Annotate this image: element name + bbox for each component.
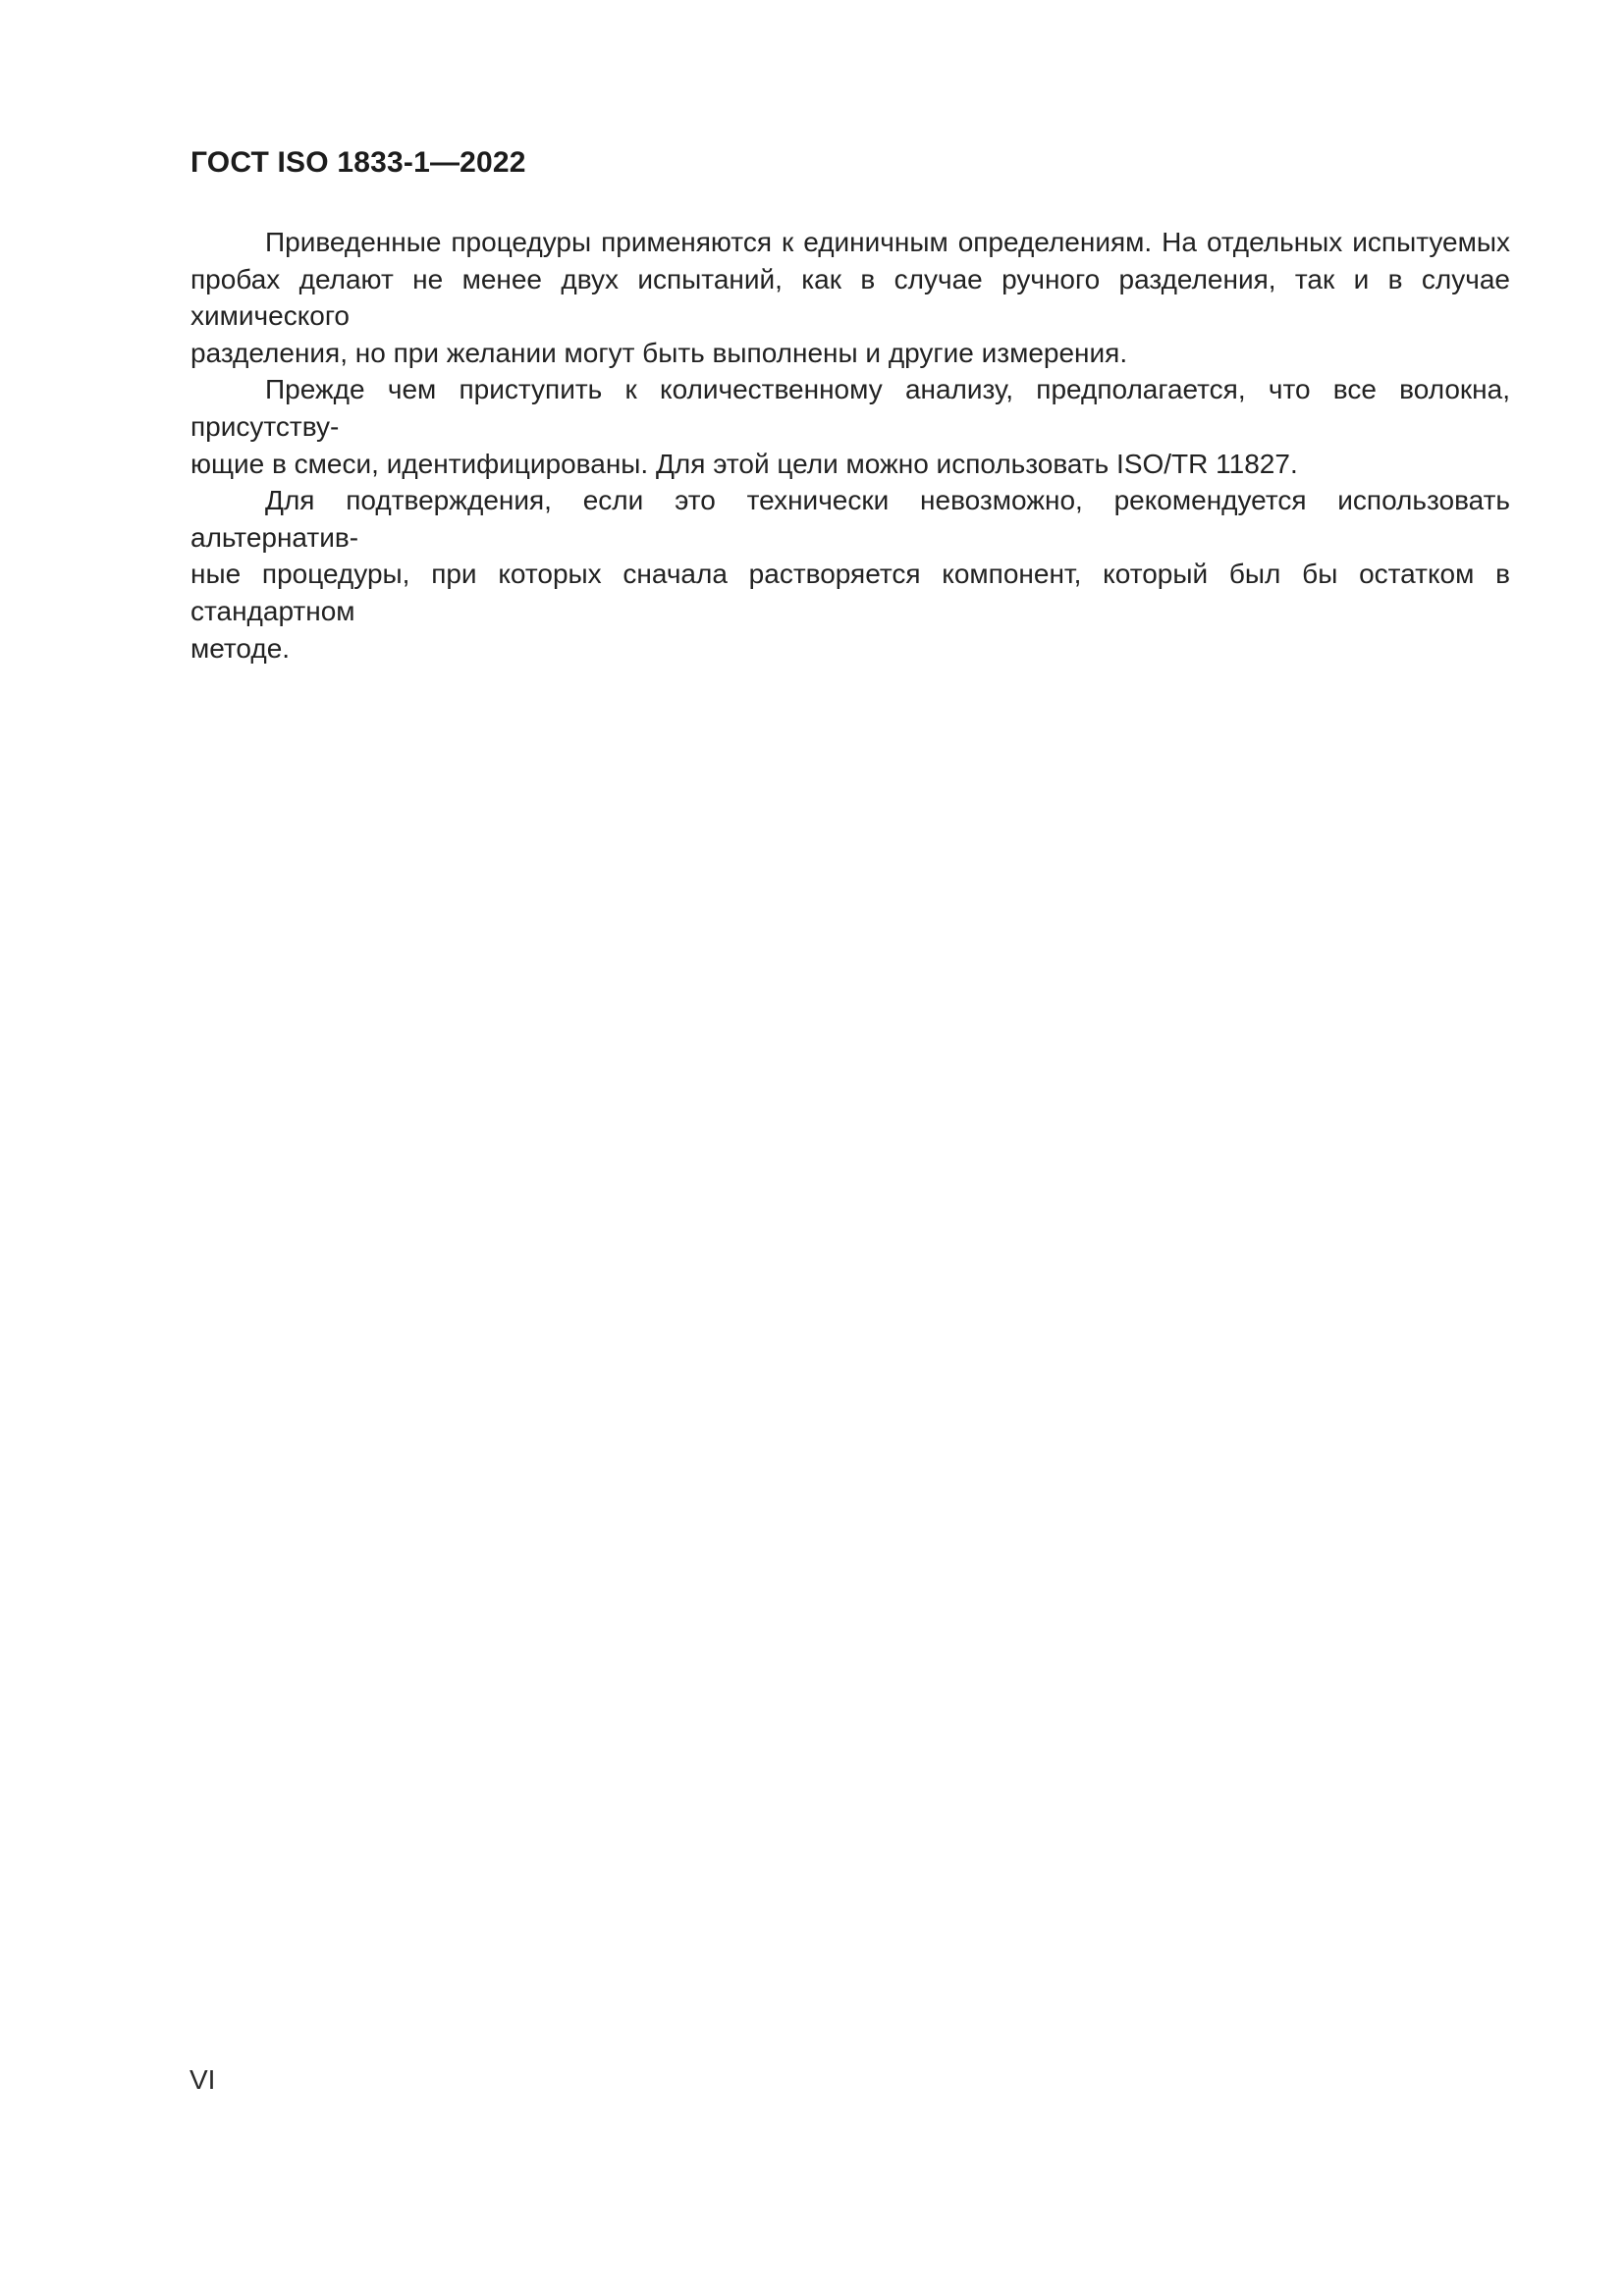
document-designation-header: ГОСТ ISO 1833-1—2022 bbox=[190, 146, 526, 179]
body-text-block bbox=[190, 224, 1510, 667]
paragraph-3-line-3: методе. bbox=[190, 632, 291, 664]
paragraph-3-line-1: Для подтверждения, если это технически невозможно, рекомендуется использовать альтернатив- bbox=[190, 485, 1510, 553]
paragraph-1-line-3: разделения, но при желании могут быть выполнены и другие измерения. bbox=[190, 337, 1128, 368]
paragraph-2-line-2: ющие в смеси, идентифицированы. Для этой цели можно использовать ISO/TR 11827. bbox=[190, 448, 1298, 479]
paragraph-1-line-1: Приведенные процедуры применяются к единичным определениям. На отдельных испытуемых bbox=[265, 227, 1510, 257]
paragraph-2-line-1: Прежде чем приступить к количественному анализу, предполагается, что все волокна, присутству- bbox=[190, 374, 1510, 442]
paragraph-3-line-2: ные процедуры, при которых сначала растворяется компонент, который был бы остатком в стандартном bbox=[190, 559, 1510, 626]
paragraph-1-line-2: пробах делают не менее двух испытаний, как в случае ручного разделения, так и в случае химического bbox=[190, 263, 1510, 332]
page-number: VI bbox=[189, 2064, 216, 2095]
